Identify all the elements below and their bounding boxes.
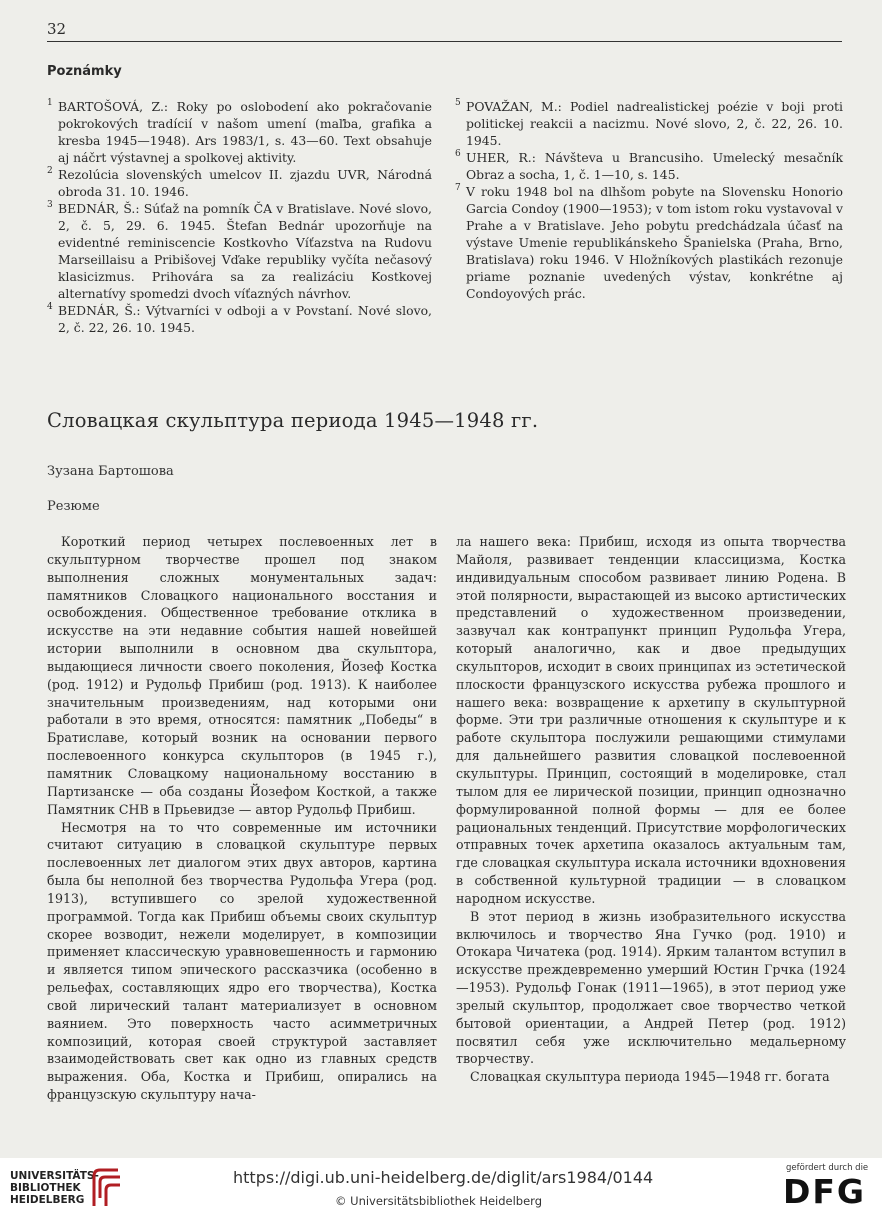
funded-by-label: gefördert durch die	[786, 1163, 869, 1173]
note	[455, 183, 843, 302]
notes-heading: Poznámky	[47, 64, 122, 79]
top-rule	[47, 41, 842, 42]
note-number: 5	[455, 98, 461, 108]
note	[47, 98, 432, 166]
note-text: POVAŽAN, M.: Podiel nadrealistickej poézie v boji proti politickej reakcii a nacizmu. Nové slovo, 2, č. 22, 26. 10. 1945.	[466, 99, 843, 148]
notes-column-right	[455, 98, 843, 302]
note-number: 6	[455, 149, 461, 159]
library-logo[interactable]	[10, 1170, 99, 1206]
body-paragraph: Словацкая скульптура периода 1945—1948 гг. богата	[470, 1069, 830, 1085]
article-author: Зузана Бартошова	[47, 464, 174, 479]
footer-bar	[0, 1158, 882, 1218]
note-text: BEDNÁR, Š.: Súťaž na pomník ČA v Bratislave. Nové slovo, 2, č. 5, 29. 6. 1945. Štefan Bednár upozorňuje na evidentné reminiscencie Kostkovho Víťazstva na Rudovu Marseillaisu a Pribišovej Vďake republiky vyčíta nečasový klasicizmus. Prihovára sa za realizáciu Kostkovej alternatívy spomedzi dvoch víťazných návrhov.	[58, 201, 432, 301]
body-column-left	[47, 533, 437, 1104]
article-title: Словацкая скульптура периода 1945—1948 гг.	[47, 409, 539, 432]
note	[47, 166, 432, 200]
note-number: 7	[455, 183, 461, 193]
note-text: UHER, R.: Návšteva u Brancusiho. Umelecký mesačník Obraz a socha, 1, č. 1—10, s. 145.	[466, 150, 843, 182]
logo-line: HEIDELBERG	[10, 1194, 85, 1206]
note-text: Rezolúcia slovenských umelcov II. zjazdu UVR, Národná obroda 31. 10. 1946.	[58, 167, 432, 199]
page-number: 32	[47, 20, 67, 38]
note-text: V roku 1948 bol na dlhšom pobyte na Slovensku Honorio Garcia Condoy (1900—1953); v tom istom roku vystavoval v Prahe a v Bratislave. Jeho pobytu predchádzala účasť na výstave Umenie republikánskeho Španielska (Praha, Brno, Bratislava) roku 1946. V Hložníkových plastikách rezonuje priame poznanie uvedených výstav, konkrétne aj Condoyových prác.	[466, 184, 843, 301]
body-paragraph: В этот период в жизнь изобразительного искусства включилось и творчество Яна Гучко (род. 1910) и Отокара Чичатека (род. 1914). Ярким талантом вступил в искусстве преждевременно умерший Юстин Грчка (1924—1953). Рудольф Гонак (1911—1965), в этот период уже зрелый скульптор, продолжает свое творчество четкой бытовой ориентации, а Андрей Петер (род. 1912) посвятил себя уже исключительно медальерному творчеству.	[456, 908, 846, 1067]
note-number: 4	[47, 302, 53, 312]
body-column-right	[456, 533, 846, 1086]
section-label: Резюме	[47, 499, 100, 514]
dfg-logo[interactable]: DFG	[783, 1172, 867, 1211]
note-number: 3	[47, 200, 53, 210]
note-number: 2	[47, 166, 53, 176]
notes-column-left	[47, 98, 432, 336]
note-text: BARTOŠOVÁ, Z.: Roky po oslobodení ako pokračovanie pokrokových tradícií v našom umení (maľba, grafika a kresba 1945—1948). Ars 1983/1, s. 43—60. Text obsahuje aj náčrt výstavnej a spolkovej aktivity.	[58, 99, 432, 165]
body-paragraph: Несмотря на то что современные им источники считают ситуацию в словацкой скульптуре первых послевоенных лет диалогом этих двух авторов, картина была бы неполной без творчества Рудольфа Угера (род. 1913), вступившего со зрелой художественной программой. Тогда как Прибиш объемы своих скульптур скорее возводит, нежели моделирует, в композиции применяет классическую уравновешенность и гармонию и является типом эпического рассказчика (особенно в рельефах, составляющих ядро его творчества), Костка свой лирический талант материализует в основном ваянием. Это поверхность часто асимметричных композиций, которая своей структурой заставляет взаимодействовать свет как одно из главных средств выражения. Оба, Костка и Прибиш, опирались на французскую скульптуру нача-	[47, 819, 437, 1103]
copyright-notice: © Universitätsbibliothek Heidelberg	[335, 1194, 543, 1208]
note	[455, 149, 843, 183]
note	[455, 98, 843, 149]
library-emblem-icon	[90, 1168, 124, 1208]
note-text: BEDNÁR, Š.: Výtvarníci v odboji a v Povstaní. Nové slovo, 2, č. 22, 26. 10. 1945.	[58, 303, 432, 335]
note	[47, 302, 432, 336]
body-paragraph: ла нашего века: Прибиш, исходя из опыта творчества Майоля, развивает тенденции классицизма, Костка индивидуальным способом развивает линию Родена. В этой полярности, вырастающей из высоко артистических представлений о художественном произведении, зазвучал как контрапункт принцип Рудольфа Угера, который аналогично, как и двое предыдущих скульпторов, исходит в своих принципах из эстетической плоскости французского искусства рубежа прошлого и нашего века: возвращение к архетипу в скульптурной форме. Эти три различные отношения к скульптуре и к работе скульптора послужили решающими стимулами для дальнейшего развития словацкой послевоенной скульптуры. Принцип, состоящий в моделировке, стал тылом для ее лирической позиции, принцип однозначно формулированной полной формы — для ее более рациональных тенденций. Присутствие морфологических отправных точек архетипа оказалось актуальным там, где словацкая скульптура искала источники вдохновения в собственной культурной традиции — в словацком народном искусстве.	[456, 534, 846, 906]
document-url-link[interactable]: https://digi.ub.uni-heidelberg.de/diglit/ars1984/0144	[233, 1168, 654, 1187]
note	[47, 200, 432, 302]
logo-line: BIBLIOTHEK	[10, 1182, 81, 1194]
body-paragraph: Короткий период четырех послевоенных лет в скульптурном творчестве прошел под знаком выполнения сложных монументальных задач: памятников Словацкого национального восстания и освобождения. Общественное требование отклика в искусстве на эти недавние события нашей новейшей истории выполнили в основном два скульптора, выдающиеся личности своего поколения, Йозеф Костка (род. 1912) и Рудольф Прибиш (род. 1913). К наиболее значительным произведениям, над которыми они работали в это время, относятся: памятник „Победы“ в Братиславе, который возник на основании первого послевоенного конкурса скульпторов (в 1945 г.), памятник Словацкому национальному восстанию в Партизанске — оба созданы Йозефом Косткой, а также Памятник СНВ в Прьевидзе — автор Рудольф Прибиш.	[47, 534, 437, 817]
logo-line: UNIVERSITÄTS-	[10, 1170, 99, 1182]
note-number: 1	[47, 98, 53, 108]
